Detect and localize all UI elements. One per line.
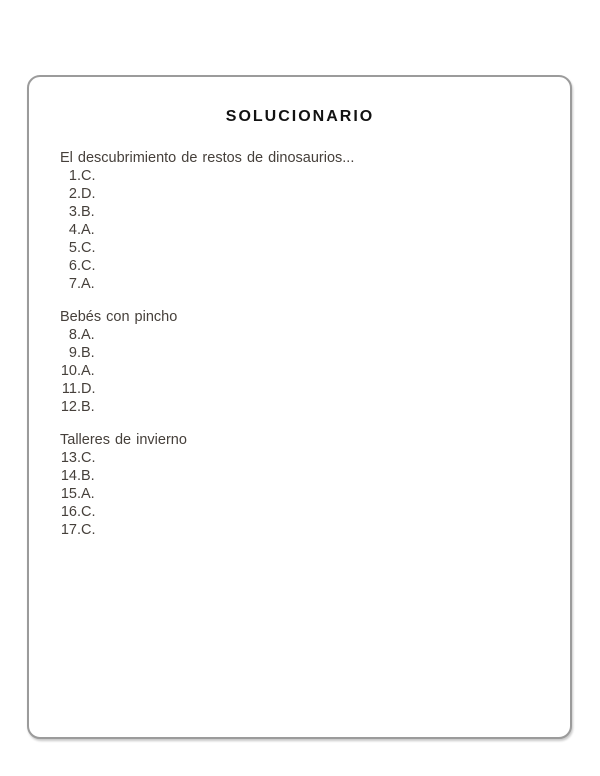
answer-letter: C. <box>81 450 96 466</box>
answer-item <box>60 221 540 239</box>
page-title: SOLUCIONARIO <box>225 108 375 125</box>
answer-number: 2. <box>68 186 81 202</box>
answer-letter: B. <box>81 204 95 220</box>
answer-sheet-card <box>27 75 572 739</box>
answer-number: 7. <box>68 276 81 292</box>
answer-item <box>60 344 540 362</box>
answer-item <box>60 326 540 344</box>
section-dinosaurios <box>60 149 540 293</box>
answer-letter: C. <box>81 522 96 538</box>
answer-item <box>60 449 540 467</box>
answer-letter: C. <box>81 504 96 520</box>
answer-letter: A. <box>81 363 95 379</box>
answer-number: 9. <box>68 345 81 361</box>
answer-number: 1. <box>68 168 81 184</box>
answer-letter: D. <box>81 381 96 397</box>
answer-letter: C. <box>81 240 96 256</box>
answer-number: 6. <box>68 258 81 274</box>
answer-item <box>60 467 540 485</box>
answer-number: 13. <box>60 450 81 466</box>
section-heading: El descubrimiento de restos de dinosaurios... <box>60 150 355 166</box>
answer-letter: B. <box>81 345 95 361</box>
answer-letter: A. <box>81 486 95 502</box>
section-heading: Bebés con pincho <box>60 309 178 325</box>
answer-number: 16. <box>60 504 81 520</box>
answer-item <box>60 380 540 398</box>
answer-letter: D. <box>81 186 96 202</box>
answer-item <box>60 362 540 380</box>
answer-item <box>60 521 540 539</box>
answer-letter: A. <box>81 276 95 292</box>
answer-item <box>60 239 540 257</box>
answer-number: 3. <box>68 204 81 220</box>
answer-number: 8. <box>68 327 81 343</box>
answer-letter: C. <box>81 168 96 184</box>
section-heading: Talleres de invierno <box>60 432 187 448</box>
section-bebes <box>60 308 540 416</box>
answer-number: 14. <box>60 468 81 484</box>
section-talleres <box>60 431 540 539</box>
answer-item <box>60 503 540 521</box>
answer-item <box>60 398 540 416</box>
answer-number: 10. <box>60 363 81 379</box>
answer-key-content <box>60 149 540 539</box>
answer-item <box>60 185 540 203</box>
answer-number: 17. <box>60 522 81 538</box>
answer-number: 4. <box>68 222 81 238</box>
answer-item <box>60 203 540 221</box>
answer-number: 12. <box>60 399 81 415</box>
answer-item <box>60 257 540 275</box>
answer-number: 11. <box>61 381 81 397</box>
answer-letter: B. <box>81 468 95 484</box>
answer-item <box>60 485 540 503</box>
answer-item <box>60 275 540 293</box>
answer-item <box>60 167 540 185</box>
answer-letter: B. <box>81 399 95 415</box>
answer-number: 5. <box>68 240 81 256</box>
answer-letter: C. <box>81 258 96 274</box>
answer-number: 15. <box>60 486 81 502</box>
answer-letter: A. <box>81 327 95 343</box>
answer-letter: A. <box>81 222 95 238</box>
